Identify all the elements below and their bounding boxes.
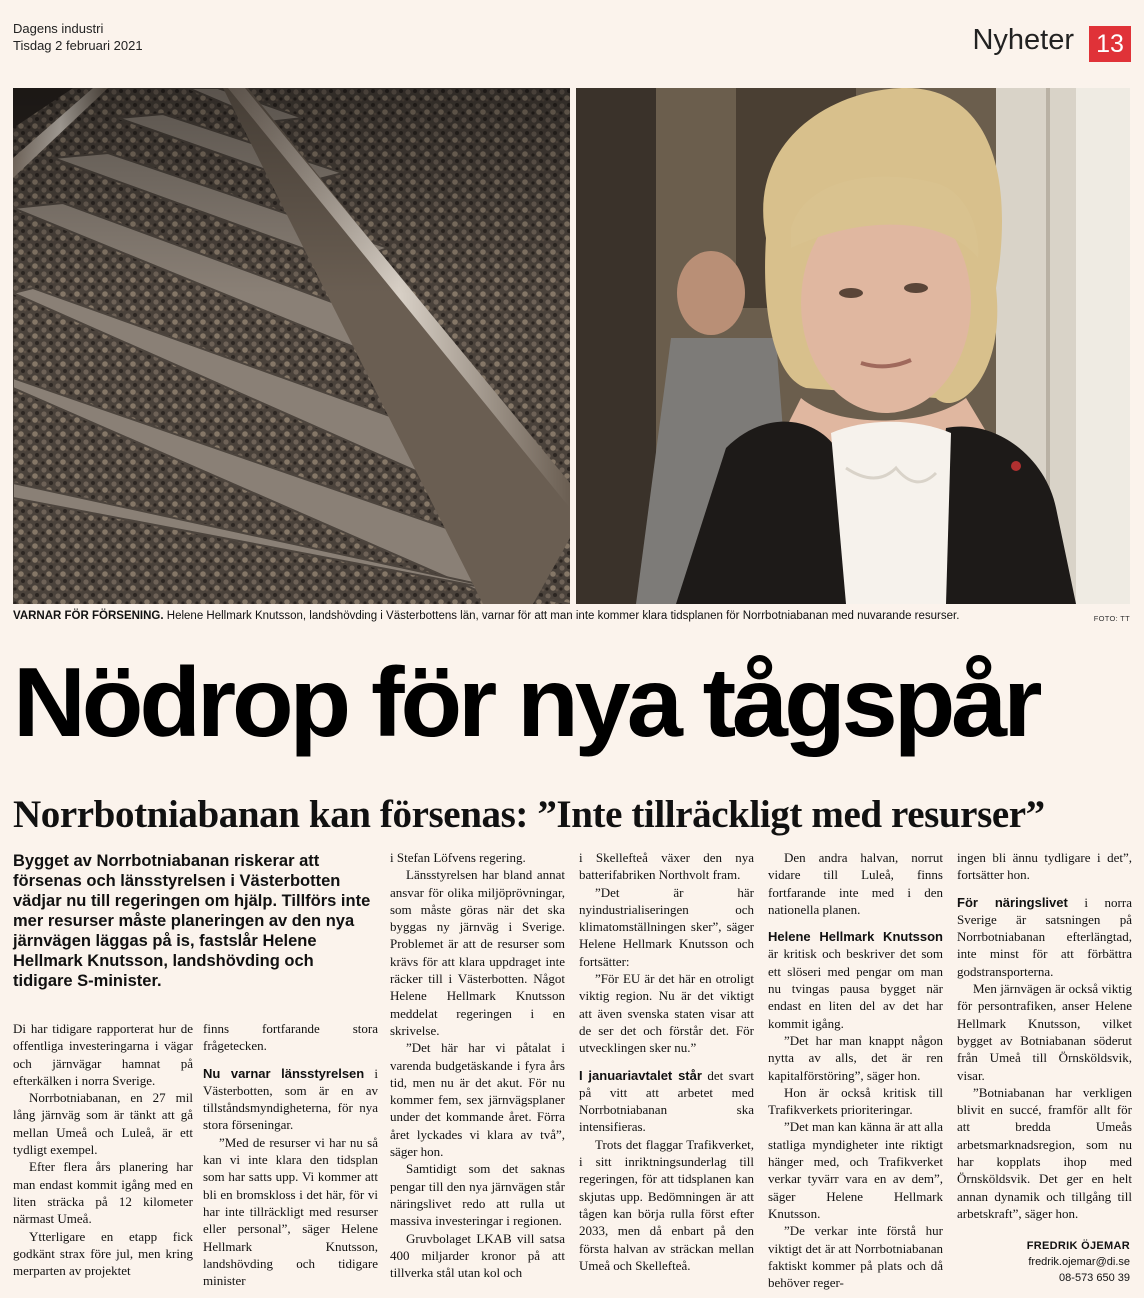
paragraph: i Skellefteå växer den nya batterifabriken Northvolt fram. bbox=[579, 850, 754, 883]
paragraph bbox=[957, 894, 1132, 980]
byline-name: FREDRIK ÖJEMAR bbox=[1026, 1240, 1130, 1252]
paragraph: finns fortfarande stora frågetecken. bbox=[203, 1021, 378, 1054]
paragraph-subhead: Helene Hellmark Knutsson bbox=[768, 929, 943, 945]
caption-lead: VARNAR FÖR FÖRSENING. bbox=[13, 610, 164, 622]
ingress: Bygget av Norrbotniabanan riskerar att försenas och länsstyrelsen i Västerbotten vädjar nu till regeringen om hjälp. Tillförs inte mer resurser måste planeringen av den nya järnvägen läggas på is, fastslår Helene Hellmark Knutsson, landshövding och tidigare S-minister. bbox=[13, 852, 371, 990]
paragraph bbox=[579, 1067, 754, 1136]
caption-text: Helene Hellmark Knutsson, landshövding i Västerbottens län, varnar för att man inte kommer klara tidsplanen för Norrbotniabanan med nuvarande resurser. bbox=[163, 610, 960, 622]
publication-name: Dagens industri bbox=[13, 21, 104, 36]
railway-track-photo bbox=[13, 88, 570, 604]
person-portrait-photo bbox=[576, 88, 1130, 604]
paragraph-text: det svart på vitt att arbetet med Norrbotniabanan ska intensifieras. bbox=[579, 1067, 754, 1135]
article-column-6 bbox=[957, 849, 1132, 1222]
paragraph: Di har tidigare rapporterat hur de offentliga investeringarna i vägar och järnvägar hamnat på efterkälken i norra Sverige. bbox=[13, 1021, 193, 1088]
paragraph bbox=[203, 1065, 378, 1134]
paragraph: ”För EU är det här en otroligt viktig region. Nu är det viktigt att även svenska staten visar att de ser det och förstår det. För utvecklingen sker nu.” bbox=[579, 971, 754, 1056]
publication-info bbox=[13, 20, 143, 54]
paragraph: ”Det har man knappt någon nytta av alls, det är ren kapitalförstöring”, säger hon. bbox=[768, 1032, 943, 1083]
byline-phone: 08-573 650 39 bbox=[1059, 1272, 1130, 1284]
byline bbox=[1027, 1238, 1130, 1286]
paragraph: Efter flera års planering har man endast kommit igång med en liten sträcka på 12 kilometer närmast Umeå. bbox=[13, 1159, 193, 1227]
paragraph-subhead: Nu varnar länsstyrelsen bbox=[203, 1065, 365, 1081]
paragraph: ”Det är här nyindustrialiseringen och klimatomställningen sker”, säger Helene Hellmark Knutsson och fortsätter: bbox=[579, 884, 754, 969]
byline-email[interactable]: fredrik.ojemar@di.se bbox=[1028, 1256, 1130, 1268]
paragraph: ”Botniabanan har verkligen blivit en succé, framför allt för att bredda Umeås arbetsmarknadsregion, som nu har kopplats ihop med Örnsköldsvik. Det ger en helt annan dynamik och tillgång till arbetskraft”, säger hon. bbox=[957, 1084, 1132, 1221]
paragraph-text: är kritisk och beskriver det som ett slöseri med pengar om man nu tvingas pausa bygget när endast en liten del av det har kommit igång. bbox=[768, 946, 943, 1031]
paragraph: ”De verkar inte förstå hur viktigt det är att Norrbotniabanan faktiskt kommer på plats och då behöver reger- bbox=[768, 1223, 943, 1291]
photo-credit: FOTO: TT bbox=[1093, 614, 1130, 623]
photo-caption bbox=[13, 609, 1130, 623]
article-column-5 bbox=[768, 849, 943, 1291]
paragraph: i Stefan Löfvens regering. bbox=[390, 850, 526, 865]
article-column-1 bbox=[13, 1020, 193, 1279]
headline: Nödrop för nya tågspår bbox=[13, 647, 1039, 757]
paragraph: Gruvbolaget LKAB vill satsa 400 miljarder kronor på att tillverka stål utan kol och bbox=[390, 1230, 565, 1281]
paragraph-subhead: För näringslivet bbox=[957, 894, 1068, 910]
paragraph: ”Med de resurser vi har nu så kan vi inte klara den tidsplan som har satts upp. Vi kommer att bli en bromskloss i det här, för vi har inte tillräckligt med resurser eller personal”, säger Helene Hellmark Knutsson, landshövding och tidigare minister bbox=[203, 1134, 378, 1289]
paragraph: ”Det man kan känna är att alla statliga myndigheter inte riktigt hänger med, och Trafikverket verkar tyvärr vara en av dem”, säger Helene Hellmark Knutsson. bbox=[768, 1119, 943, 1221]
paragraph: Den andra halvan, norrut vidare till Luleå, finns fortfarande inte med i den nationella planen. bbox=[768, 850, 943, 917]
subheadline: Norrbotniabanan kan försenas: ”Inte tillräckligt med resurser” bbox=[13, 793, 1045, 836]
paragraph: Norrbotniabanan, en 27 mil lång järnväg som är tänkt att gå mellan Umeå och Luleå, är ett tydligt exempel. bbox=[13, 1090, 193, 1158]
article-column-2 bbox=[203, 1020, 378, 1289]
paragraph-subhead: I januariavtalet står bbox=[579, 1067, 702, 1083]
paragraph: Hon är också kritisk till Trafikverkets prioriteringar. bbox=[768, 1084, 943, 1118]
paragraph: ”Det här har vi påtalat i varenda budgetäskande i fyra års tid, men nu är det akut. För nu kommer fem, sex järnvägsplaner under det kommande året. Förra året lyckades vi klara av två”, säger hon. bbox=[390, 1040, 565, 1160]
article-column-4 bbox=[579, 849, 754, 1274]
article-column-3 bbox=[390, 849, 565, 1281]
paragraph-text: i norra Sverige är satsningen på Norrbotniabanan efterlängtad, inte minst för att förbättra godstransporterna. bbox=[957, 894, 1132, 979]
paragraph: Länsstyrelsen har bland annat ansvar för olika miljöprövningar, som måste göras när det ska byggas ny järnväg i Sverige. Problemet är att de resurser som krävs för att klara uppdraget inte räcker till i Västerbotten. Något Helene Hellmark Knutsson meddelat regeringen i en skrivelse. bbox=[390, 867, 565, 1038]
paragraph: ingen bli ännu tydligare i det”, fortsätter hon. bbox=[957, 850, 1132, 883]
paragraph bbox=[768, 928, 943, 1032]
paragraph: Samtidigt som det saknas pengar till den nya järnvägen står näringslivet redo att rulla ut massiva investeringar i regionen. bbox=[390, 1161, 565, 1229]
section-title: Nyheter bbox=[972, 24, 1074, 56]
publication-date: Tisdag 2 februari 2021 bbox=[13, 38, 143, 53]
paragraph: Trots det flaggar Trafikverket, i sitt inriktningsunderlag till regeringen, för att tidsplanen kan skjutas upp. Bedömningen är att tågen kan börja rulla först efter 2033, men då enbart på den första halvan av sträckan mellan Umeå och Skellefteå. bbox=[579, 1136, 754, 1273]
paragraph: Ytterligare en etapp fick godkänt strax före jul, men kring merparten av projektet bbox=[13, 1228, 193, 1279]
page-number-badge: 13 bbox=[1089, 26, 1131, 62]
paragraph: Men järnvägen är också viktig för persontrafiken, anser Helene Hellmark Knutsson, vilket bygget av Botniabanan söderut från Umeå till Örnsköldsvik, visar. bbox=[957, 981, 1132, 1083]
paragraph-text: i Västerbotten, som är en av tillståndsmyndigheterna, för nya stora förseningar. bbox=[203, 1065, 378, 1133]
